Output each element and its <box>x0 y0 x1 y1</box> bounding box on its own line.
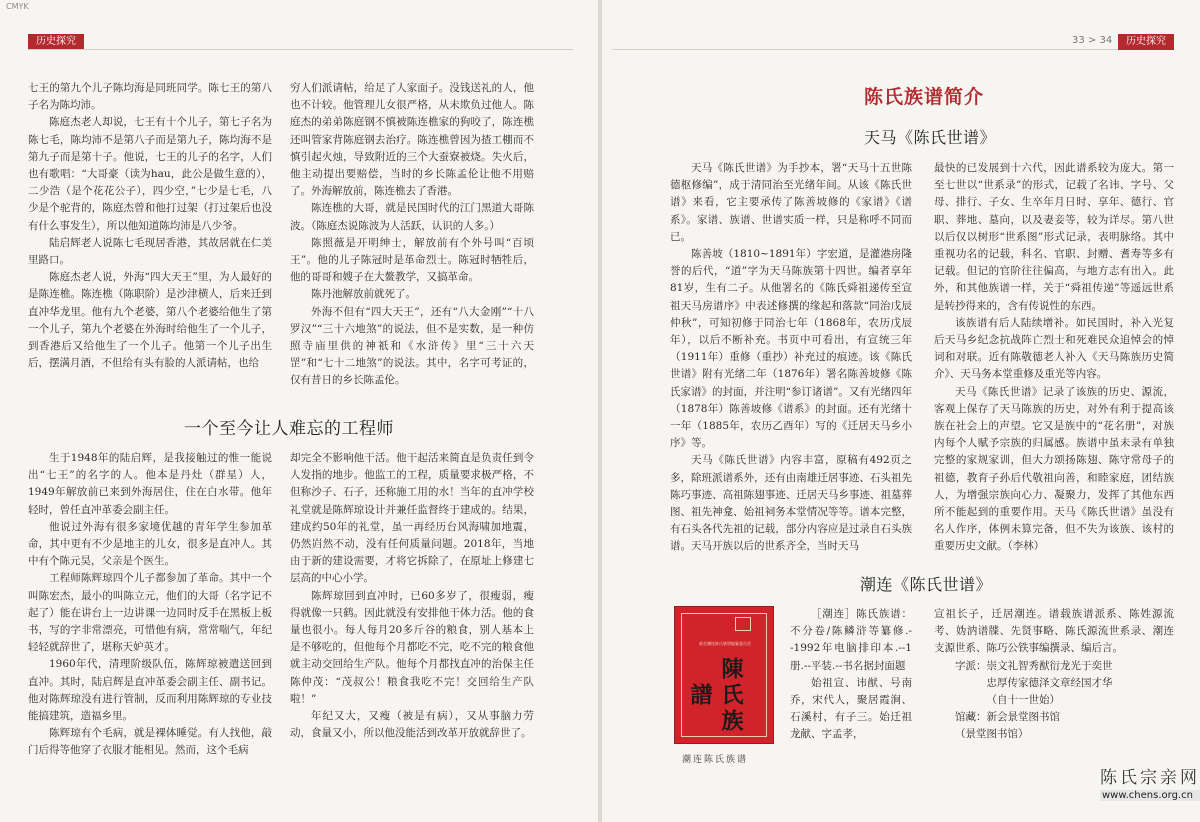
left-top-col1 <box>28 80 272 372</box>
section-tag-left: 历史探究 <box>28 34 84 50</box>
section-heading-tianma: 天马《陈氏世谱》 <box>864 128 997 147</box>
right-col1 <box>670 160 912 556</box>
paragraph: 生于1948年的陆启辉，是我接触过的惟一能说出“七王”的名字的人。他本是丹灶（群星）人，1949年解放前已来到外海居住，住在白水带。他年轻时，曾任直冲革委会副主任。 <box>28 452 272 516</box>
paragraph: 宣祖长子，迁居潮连。谱载族谱派系、陈姓源流考、妫汭谱牒、先贤事略、陈氏源流世系录、潮连支源世系、陈巧公铁事编撰录、编后言。 <box>934 608 1174 655</box>
paragraph: 陈辉琼回到直冲时，已60多岁了，很瘦弱，瘦得就像一只鹤。因此就没有安排他干体力活。他的食量也很小。每人每月20多斤谷的粮食，别人基本上是不够吃的，但他每个月都吃不完，吃不完的粮食他就主动交回给生产队。他每个月都找直冲的治保主任陈仲茂：“茂叔公！粮食我吃不完！交回给生产队啦！” <box>290 589 534 705</box>
paragraph: 陈庭杰老人说，外海“四大天王”里，为人最好的是陈连樵。陈连樵（陈职阶）是沙津横人，后来迁到直冲华龙里。他有九个老婆，第八个老婆给他生了第一个儿子，第九个老婆在外海时给他生了一个儿子，到香港后又给他生了一个儿子。他第一个儿子出生后，摆满月酒，不但给有头有脸的人派请帖，也给 <box>28 271 272 370</box>
paragraph: ［潮连］陈氏族谱：不分卷/陈鳞浒等纂修.--1992年电脑排印本.--1册.--平装.--书名据封面题 <box>790 608 912 672</box>
paragraph: 他说过外海有很多家境优越的青年学生参加革命，其中更有不少是地主的儿女，很多是直冲人。其中有个陈元昊，父亲是个医生。 <box>28 520 272 568</box>
watermark-url: www.chens.org.cn <box>1100 790 1200 801</box>
right-page <box>602 0 1200 822</box>
paragraph: 七王的第九个儿子陈均海是同班同学。陈七王的第八子名为陈均沛。 <box>28 82 272 112</box>
book-cover-subtitle: 新会潮连陈氏族谱编纂委员会 <box>699 641 751 646</box>
section-heading-chaolian: 潮连《陈氏世谱》 <box>860 575 993 594</box>
right-col4 <box>934 606 1174 744</box>
left-bottom-col1 <box>28 450 272 760</box>
paragraph: 外海不但有“四大天王”，还有“八大金刚”“十八罗汉”“三十六地煞”的说法，但不是实数，是一种仿照寺庙里供的神祇和《水浒传》里“三十六天罡”和“七十二地煞”的说法。其中，名字可考证的，仅有昔日的乡长陈孟伦。 <box>290 305 534 387</box>
right-col2 <box>934 160 1174 556</box>
watermark-title: 陈氏宗亲网 <box>1100 768 1200 788</box>
header-rule-left <box>28 49 573 50</box>
book-cover-image <box>674 606 774 744</box>
paragraph: 陈丹池解放前就死了。 <box>311 288 416 301</box>
right-col3 <box>790 606 912 744</box>
paragraph: 馆藏：新会景堂图书馆 <box>955 711 1060 724</box>
paragraph: 年纪又大，又瘦（被是有病），又从事脑力劳动，食量又小，所以他没能活到改革开放就辞世了。 <box>290 710 534 740</box>
paragraph: 陈连樵的大哥，就是民国时代的江门黑道大哥陈波。（陈庭杰说陈波为人活跃，认识的人多。） <box>290 202 534 232</box>
page-title: 陈氏族谱简介 <box>864 86 985 108</box>
page-number: 33 > 34 <box>1072 35 1113 46</box>
paragraph: 最快的已发展到十六代，因此谱系较为庞大。第一至七世以“世系录”的形式，记载了名讳、字号、父母、排行、子女、生卒年月日时、享年、德行、官职、葬地、墓向，以及妻妾等，较为详尽。第八世以后仅以树形“世系图”形式记录，表明脉络。其中重视功名的记载，科名、官职、封赠、耆寿等多有记载。但记的官阶往往偏高，与地方志有出入。此外，和其他族谱一样，关于“舜祖传递”等遥远世系是转抄得来的，含有传说性的东西。 <box>934 162 1174 312</box>
paragraph: （自十一世始） <box>986 694 1060 707</box>
cmyk-mark: CMYK <box>6 2 29 11</box>
paragraph: 陆启辉老人说陈七毛现居香港，其故居就在仁美里路口。 <box>28 236 272 267</box>
left-bottom-col2 <box>290 450 534 742</box>
paragraph: 天马《陈氏世谱》记录了该族的历史、源流，客观上保存了天马陈族的历史，对外有利于提高该族在社会上的声望。它又是族中的“花名册”，对族内每个人赋予宗族的归属感。族谱中虽未录有单独完整的家规家训，但大力颂扬陈翅、陈守常母子的祖德，教育子孙后代敬祖向善，和睦家庭，团结族人，为增强宗族向心力、凝聚力，发挥了其他东西所不能起到的重要作用。天马《陈氏世谱》虽没有名人作序，体例未算完备，但不失为该族、该村的重要历史文献。（李林） <box>934 385 1174 553</box>
paragraph: （景堂图书馆） <box>955 728 1029 741</box>
paragraph: 陈辉琼有个毛病，就是裸体睡觉。有人找他，敲门后得等他穿了衣服才能相见。然而，这个毛病 <box>28 727 272 757</box>
book-caption: 潮连陈氏族谱 <box>682 755 749 765</box>
paragraph: 天马《陈氏世谱》为手抄本，署“天马十五世陈德枢修编”，成于清同治至光绪年间。从该《陈氏世谱》来看，它主要承传了陈善坡修的《家谱》《谱系》。家谱、族谱、世谱实质一样，只是称呼不同而已。 <box>670 162 912 243</box>
paragraph: 天马《陈氏世谱》内容丰富，原稿有492页之多，除班派谱系外，还有由南雄迁居事迹、石头祖先陈巧事迹、高祖陈翅事迹、迁居天马乡事迹、祖墓葬图、祖先神龛、始祖祠务本堂情况等等。谱本完整，有石头各代先祖的记载，部分内容应是过录自石头族谱。天马开族以后的世系齐全，当时天马 <box>670 454 912 553</box>
paragraph: 该族谱有后人陆续增补。如民国时，补入光复后天马乡纪念抗战阵亡烈士和死难民众追悼会的悼词和对联。近有陈敬德老人补入《天马陈族历史简介》、天马务本堂重修及重光等内容。 <box>934 316 1174 381</box>
article-title: 一个至今让人难忘的工程师 <box>184 419 394 439</box>
paragraph: 1960年代，清理阶级队伍，陈辉琼被遣送回到直冲。其时，陆启辉是直冲革委会副主任、副书记。他对陈辉琼没有进行管制，反而利用陈辉琼的专业技能搞建筑，造福乡里。 <box>28 658 272 723</box>
book-cover-seal <box>735 617 751 631</box>
paragraph: 忠厚传家德泽文章经国才华 <box>986 676 1113 689</box>
site-watermark <box>1100 763 1200 801</box>
paragraph: 陈庭杰老人却说，七王有十个儿子，第七子名为陈七毛，陈均沛不是第八子而是第九子，陈均海不是第九子而是第十子。他说，七王的儿子的名字，人们也有歌唱：“大哥豪（读为hau，此公是做生意的），二少浩（是个花花公子），四少空，”七少是七毛，八少是个驼背的，陈庭杰曾和他打过架（打过架后也没有什么事发生），所以他知道陈均沛是八少爷。 <box>28 116 272 232</box>
paragraph: 穷人们派请帖，给足了人家面子。没钱送礼的人，他也不计较。他管理儿女很严格，从未欺负过他人。陈庭杰的弟弟陈庭钢不慎被陈连樵家的狗咬了，陈连樵还叫管家背陈庭钢去治疗。陈连樵曾因为揸工棚而不慎引起火烛，导致附近的三个大蚕寮被烧。失火后，他主动提出要赔偿，当时的乡长陈孟伦让他不用赔了。外海解放前，陈连樵去了香港。 <box>290 82 534 198</box>
book-cover-title: 陳氏族譜 <box>687 657 744 735</box>
left-top-col2 <box>290 80 534 390</box>
paragraph: 却完全不影响他干活。他干起活来简直是负责任到令人发指的地步。他监工的工程，质量要求极严格，不但称沙子、石子，还称施工用的水！当年的直冲学校礼堂就是陈辉琼设计并兼任监督终于建成的。结果，建成约50年的礼堂，虽一再经历台风海啸加地震，仍然岿然不动，没有任何质量问题。2018年，当地由于新的建设需要，才将它拆除了，在原址上修建七层高的中心小学。 <box>290 452 534 585</box>
paragraph: 工程师陈辉琼四个儿子都参加了革命。其中一个叫陈宏杰，最小的叫陈立元，他们的大哥（名字记不起了）能在讲台上一边讲课一边同时反手在黑板上板书，写的字非常漂亮，可惜他有病，常常喘气，年纪轻轻就辞世了，堪称天妒英才。 <box>28 572 272 654</box>
paragraph: 陈照薇是开明绅士，解放前有个外号叫“百顷王”。他的儿子陈冠时是革命烈士。陈冠时牺牲后，他的哥哥和嫂子在大鳌教学，又搞革命。 <box>290 236 534 284</box>
left-page <box>0 0 598 822</box>
header-rule-right <box>612 49 1172 50</box>
paragraph: 陈善坡（1810~1891年）字宏道，是灌港房隆誉的后代，“道”字为天马陈族第十四世。编者享年81岁，生有二子。从他署名的《陈氏舜祖递传至宣祖天马房谱序》中表述修撰的缘起和落款“同治戊辰仲秋”，可知初修于同治七年（1868年，农历戊辰年），以后不断补充。书页中可看出，有宣统三年（1911年）重修（重抄）补充过的痕迹。该《陈氏世谱》附有光绪二年（1876年）署名陈善坡修《陈氏家谱》的封面，并注明“参订诸谱”。又有光绪四年（1878年）陈善坡修《谱系》的封面。还有光绪十一年（1885年，农历乙酉年）写的《迁居天马乡小序》等。 <box>670 248 912 450</box>
paragraph: 始祖宣、讳猷、号南乔，宋代人，聚居霞涧、石溪村，有子三。始迁祖龙献、字孟孝， <box>790 676 912 741</box>
section-tag-right: 历史探究 <box>1118 34 1174 50</box>
paragraph: 字派：崇文礼智秀猷衍龙光于奕世 <box>955 659 1113 672</box>
